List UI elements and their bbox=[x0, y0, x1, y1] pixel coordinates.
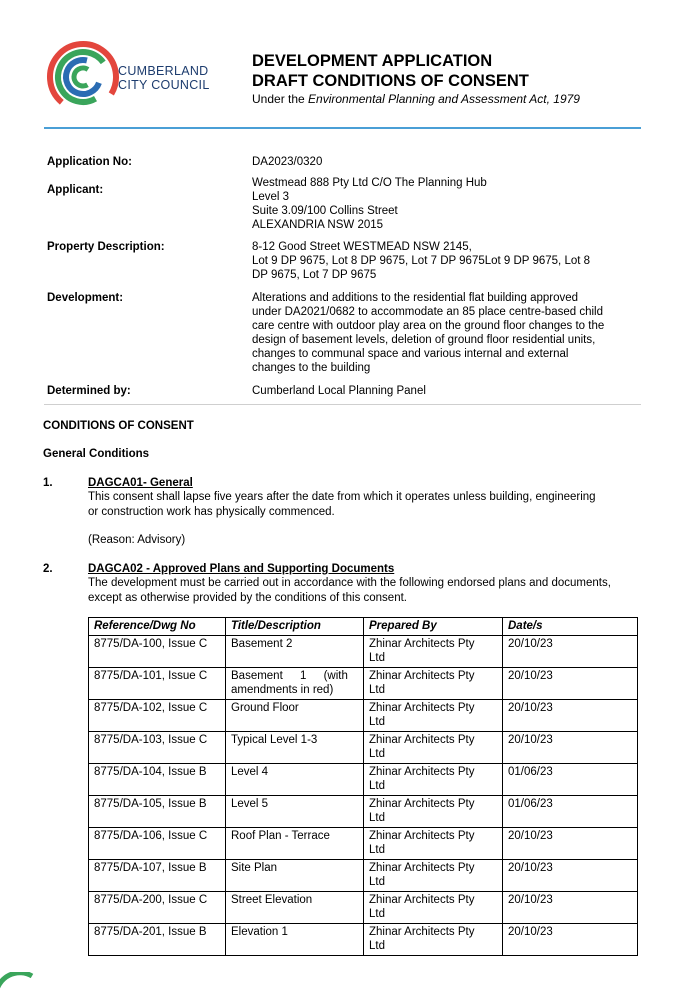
condition-2-number: 2. bbox=[43, 563, 53, 575]
cell-reference: 8775/DA-106, Issue C bbox=[89, 827, 226, 859]
conditions-heading: CONDITIONS OF CONSENT bbox=[43, 420, 194, 432]
document-title-line1: DEVELOPMENT APPLICATION bbox=[252, 52, 493, 70]
cell-prepared-by: Zhinar Architects Pty Ltd bbox=[364, 731, 503, 763]
cell-reference: 8775/DA-201, Issue B bbox=[89, 923, 226, 955]
cell-title: Basement 1 (with amendments in red) bbox=[226, 667, 364, 699]
applicant-label: Applicant: bbox=[47, 184, 104, 196]
property-description-label: Property Description: bbox=[47, 241, 165, 253]
council-logo-icon bbox=[46, 40, 120, 114]
council-name: CUMBERLAND CITY COUNCIL bbox=[118, 64, 210, 92]
cell-reference: 8775/DA-101, Issue C bbox=[89, 667, 226, 699]
act-subtitle: Under the Environmental Planning and Assessment Act, 1979 bbox=[252, 92, 580, 106]
development-value: Alterations and additions to the residential flat building approved under DA2021/0682 to accommodate an 85 place centre-based child care centre with outdoor play area on the ground floor changes to the design of basement levels, deletion of ground floor residential units, changes to communal space and various internal and external changes to the building bbox=[252, 292, 605, 374]
cell-reference: 8775/DA-103, Issue C bbox=[89, 731, 226, 763]
cell-prepared-by: Zhinar Architects Pty Ltd bbox=[364, 763, 503, 795]
cell-date: 20/10/23 bbox=[503, 827, 638, 859]
table-row bbox=[89, 827, 638, 859]
cell-title: Street Elevation bbox=[226, 891, 364, 923]
cell-prepared-by: Zhinar Architects Pty Ltd bbox=[364, 667, 503, 699]
document-title-line2: DRAFT CONDITIONS OF CONSENT bbox=[252, 72, 529, 90]
table-row bbox=[89, 763, 638, 795]
cell-date: 20/10/23 bbox=[503, 699, 638, 731]
cell-title: Level 4 bbox=[226, 763, 364, 795]
general-conditions-heading: General Conditions bbox=[43, 448, 150, 460]
table-row bbox=[89, 859, 638, 891]
cell-reference: 8775/DA-100, Issue C bbox=[89, 635, 226, 667]
cell-prepared-by: Zhinar Architects Pty Ltd bbox=[364, 699, 503, 731]
cell-title: Elevation 1 bbox=[226, 923, 364, 955]
cell-title: Ground Floor bbox=[226, 699, 364, 731]
cell-date: 20/10/23 bbox=[503, 635, 638, 667]
applicant-value: Westmead 888 Pty Ltd C/O The Planning Hub Level 3 Suite 3.09/100 Collins Street ALEXANDRIA NSW 2015 bbox=[252, 177, 487, 231]
application-no-value: DA2023/0320 bbox=[252, 156, 323, 168]
table-row bbox=[89, 667, 638, 699]
header-divider bbox=[44, 127, 641, 129]
cell-title: Basement 2 bbox=[226, 635, 364, 667]
table-row bbox=[89, 699, 638, 731]
development-label: Development: bbox=[47, 292, 124, 304]
details-divider bbox=[44, 404, 641, 405]
cell-prepared-by: Zhinar Architects Pty Ltd bbox=[364, 859, 503, 891]
cell-date: 01/06/23 bbox=[503, 795, 638, 827]
condition-2-body: The development must be carried out in accordance with the following endorsed plans and documents, except as otherwise provided by the conditions of this consent. bbox=[88, 577, 611, 604]
cell-title: Typical Level 1-3 bbox=[226, 731, 364, 763]
cell-date: 20/10/23 bbox=[503, 891, 638, 923]
cell-date: 20/10/23 bbox=[503, 731, 638, 763]
cell-title: Roof Plan - Terrace bbox=[226, 827, 364, 859]
condition-1-body: This consent shall lapse five years after the date from which it operates unless building, engineering or construction work has physically commenced. bbox=[88, 491, 596, 518]
cell-date: 20/10/23 bbox=[503, 859, 638, 891]
approved-plans-table bbox=[88, 617, 638, 956]
table-row bbox=[89, 923, 638, 955]
cell-prepared-by: Zhinar Architects Pty Ltd bbox=[364, 635, 503, 667]
column-header-reference: Reference/Dwg No bbox=[89, 618, 226, 636]
cell-prepared-by: Zhinar Architects Pty Ltd bbox=[364, 923, 503, 955]
cell-reference: 8775/DA-105, Issue B bbox=[89, 795, 226, 827]
determined-by-label: Determined by: bbox=[47, 385, 131, 397]
cell-reference: 8775/DA-200, Issue C bbox=[89, 891, 226, 923]
condition-1-title: DAGCA01- General bbox=[88, 477, 193, 489]
cell-date: 20/10/23 bbox=[503, 667, 638, 699]
cell-prepared-by: Zhinar Architects Pty Ltd bbox=[364, 827, 503, 859]
cell-prepared-by: Zhinar Architects Pty Ltd bbox=[364, 795, 503, 827]
cell-title: Level 5 bbox=[226, 795, 364, 827]
table-row bbox=[89, 891, 638, 923]
table-row bbox=[89, 635, 638, 667]
table-header-row bbox=[89, 618, 638, 636]
condition-2-title: DAGCA02 - Approved Plans and Supporting Documents bbox=[88, 563, 395, 575]
property-description-value: 8-12 Good Street WESTMEAD NSW 2145, Lot 9 DP 9675, Lot 8 DP 9675, Lot 7 DP 9675Lot 9 DP 9675, Lot 8 DP 9675, Lot 7 DP 9675 bbox=[252, 241, 591, 281]
cell-reference: 8775/DA-102, Issue C bbox=[89, 699, 226, 731]
application-no-label: Application No: bbox=[47, 156, 132, 168]
table-row bbox=[89, 731, 638, 763]
table-row bbox=[89, 795, 638, 827]
column-header-dates: Date/s bbox=[503, 618, 638, 636]
determined-by-value: Cumberland Local Planning Panel bbox=[252, 385, 426, 397]
column-header-prepared-by: Prepared By bbox=[364, 618, 503, 636]
cell-date: 01/06/23 bbox=[503, 763, 638, 795]
condition-1-number: 1. bbox=[43, 477, 53, 489]
cell-reference: 8775/DA-107, Issue B bbox=[89, 859, 226, 891]
cell-title: Site Plan bbox=[226, 859, 364, 891]
cell-date: 20/10/23 bbox=[503, 923, 638, 955]
cell-reference: 8775/DA-104, Issue B bbox=[89, 763, 226, 795]
column-header-title: Title/Description bbox=[226, 618, 364, 636]
cell-prepared-by: Zhinar Architects Pty Ltd bbox=[364, 891, 503, 923]
footer-logo-arc-icon bbox=[0, 972, 34, 996]
condition-1-reason: (Reason: Advisory) bbox=[88, 534, 186, 546]
